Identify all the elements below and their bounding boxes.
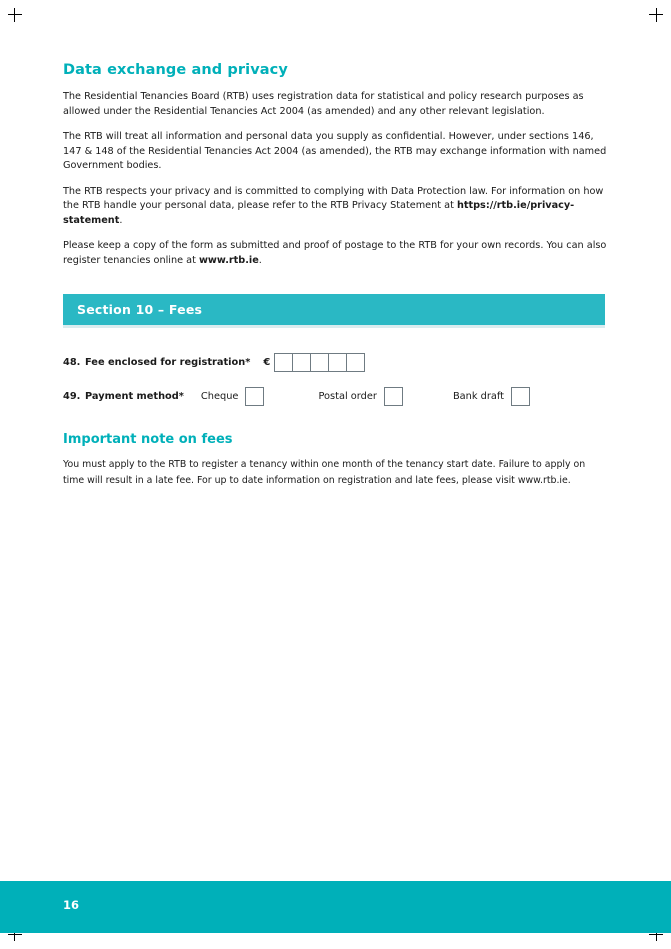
question-48-label: Fee enclosed for registration* — [85, 357, 251, 369]
privacy-paragraph-3-end: . — [119, 214, 123, 226]
page-number: 16 — [63, 898, 80, 912]
payment-option-bank-draft-checkbox[interactable] — [511, 387, 530, 406]
payment-option-cheque-label: Cheque — [200, 391, 239, 403]
payment-option-cheque[interactable] — [193, 387, 265, 406]
privacy-paragraph-4-end: . — [258, 254, 262, 266]
privacy-paragraph-4-text: Please keep a copy of the form as submitted and proof of postage to the RTB for your own records. You can also register tenancies online at — [63, 240, 607, 266]
question-49-label: Payment method* — [85, 391, 184, 403]
question-48-row — [63, 353, 608, 372]
fees-note-text: You must apply to the RTB to register a tenancy within one month of the tenancy start date. Failure to apply on time will result in a late fee. For up to date information on registration and late fees, please visit www.rtb.ie. — [63, 459, 586, 486]
question-49-row — [63, 387, 608, 406]
payment-option-bank-draft-label: Bank draft — [452, 391, 505, 403]
question-48-number: 48. — [63, 357, 81, 369]
privacy-statement-link[interactable]: https://rtb.ie/privacy-statement — [63, 200, 575, 226]
euro-symbol: € — [263, 357, 271, 369]
payment-option-cheque-checkbox[interactable] — [245, 387, 264, 406]
payment-option-postal-order[interactable] — [310, 387, 402, 406]
section-10-header — [63, 294, 605, 325]
privacy-paragraph-1: The Residential Tenancies Board (RTB) uses registration data for statistical and policy research purposes as allowed under the Residential Tenancies Act 2004 (as amended) and any other relevant legislation. — [63, 91, 584, 117]
fee-digit-box[interactable] — [328, 353, 347, 372]
fee-digit-box[interactable] — [346, 353, 365, 372]
crop-mark-top-right — [643, 8, 663, 28]
privacy-paragraph-3-text: The RTB respects your privacy and is committed to complying with Data Protection law. For information on how the RTB handle your personal data, please refer to the RTB Privacy Statement at — [63, 185, 604, 212]
payment-option-postal-order-checkbox[interactable] — [384, 387, 403, 406]
fee-digit-box[interactable] — [292, 353, 311, 372]
fee-digit-box[interactable] — [310, 353, 329, 372]
rtb-website-link[interactable]: www.rtb.ie — [198, 254, 259, 266]
payment-option-postal-order-label: Postal order — [318, 391, 377, 403]
fee-digit-box[interactable] — [274, 353, 293, 372]
page-content — [63, 62, 608, 488]
privacy-paragraph-3 — [63, 185, 608, 229]
fee-amount-input[interactable] — [274, 353, 364, 372]
fees-note-heading: Important note on fees — [63, 432, 233, 448]
payment-option-bank-draft[interactable] — [445, 387, 530, 406]
privacy-paragraph-2: The RTB will treat all information and personal data you supply as confidential. However, under sections 146, 147 & 148 of the Residential Tenancies Act 2004 (as amended), the RTB may exchange information with named Government bodies. — [63, 131, 607, 172]
privacy-paragraph-4 — [63, 239, 608, 268]
privacy-heading: Data exchange and privacy — [63, 62, 288, 78]
crop-mark-top-left — [8, 8, 28, 28]
fees-fields — [63, 353, 608, 406]
page-footer — [0, 881, 671, 933]
section-10-title: Section 10 – Fees — [77, 302, 203, 318]
question-49-number: 49. — [63, 391, 81, 403]
